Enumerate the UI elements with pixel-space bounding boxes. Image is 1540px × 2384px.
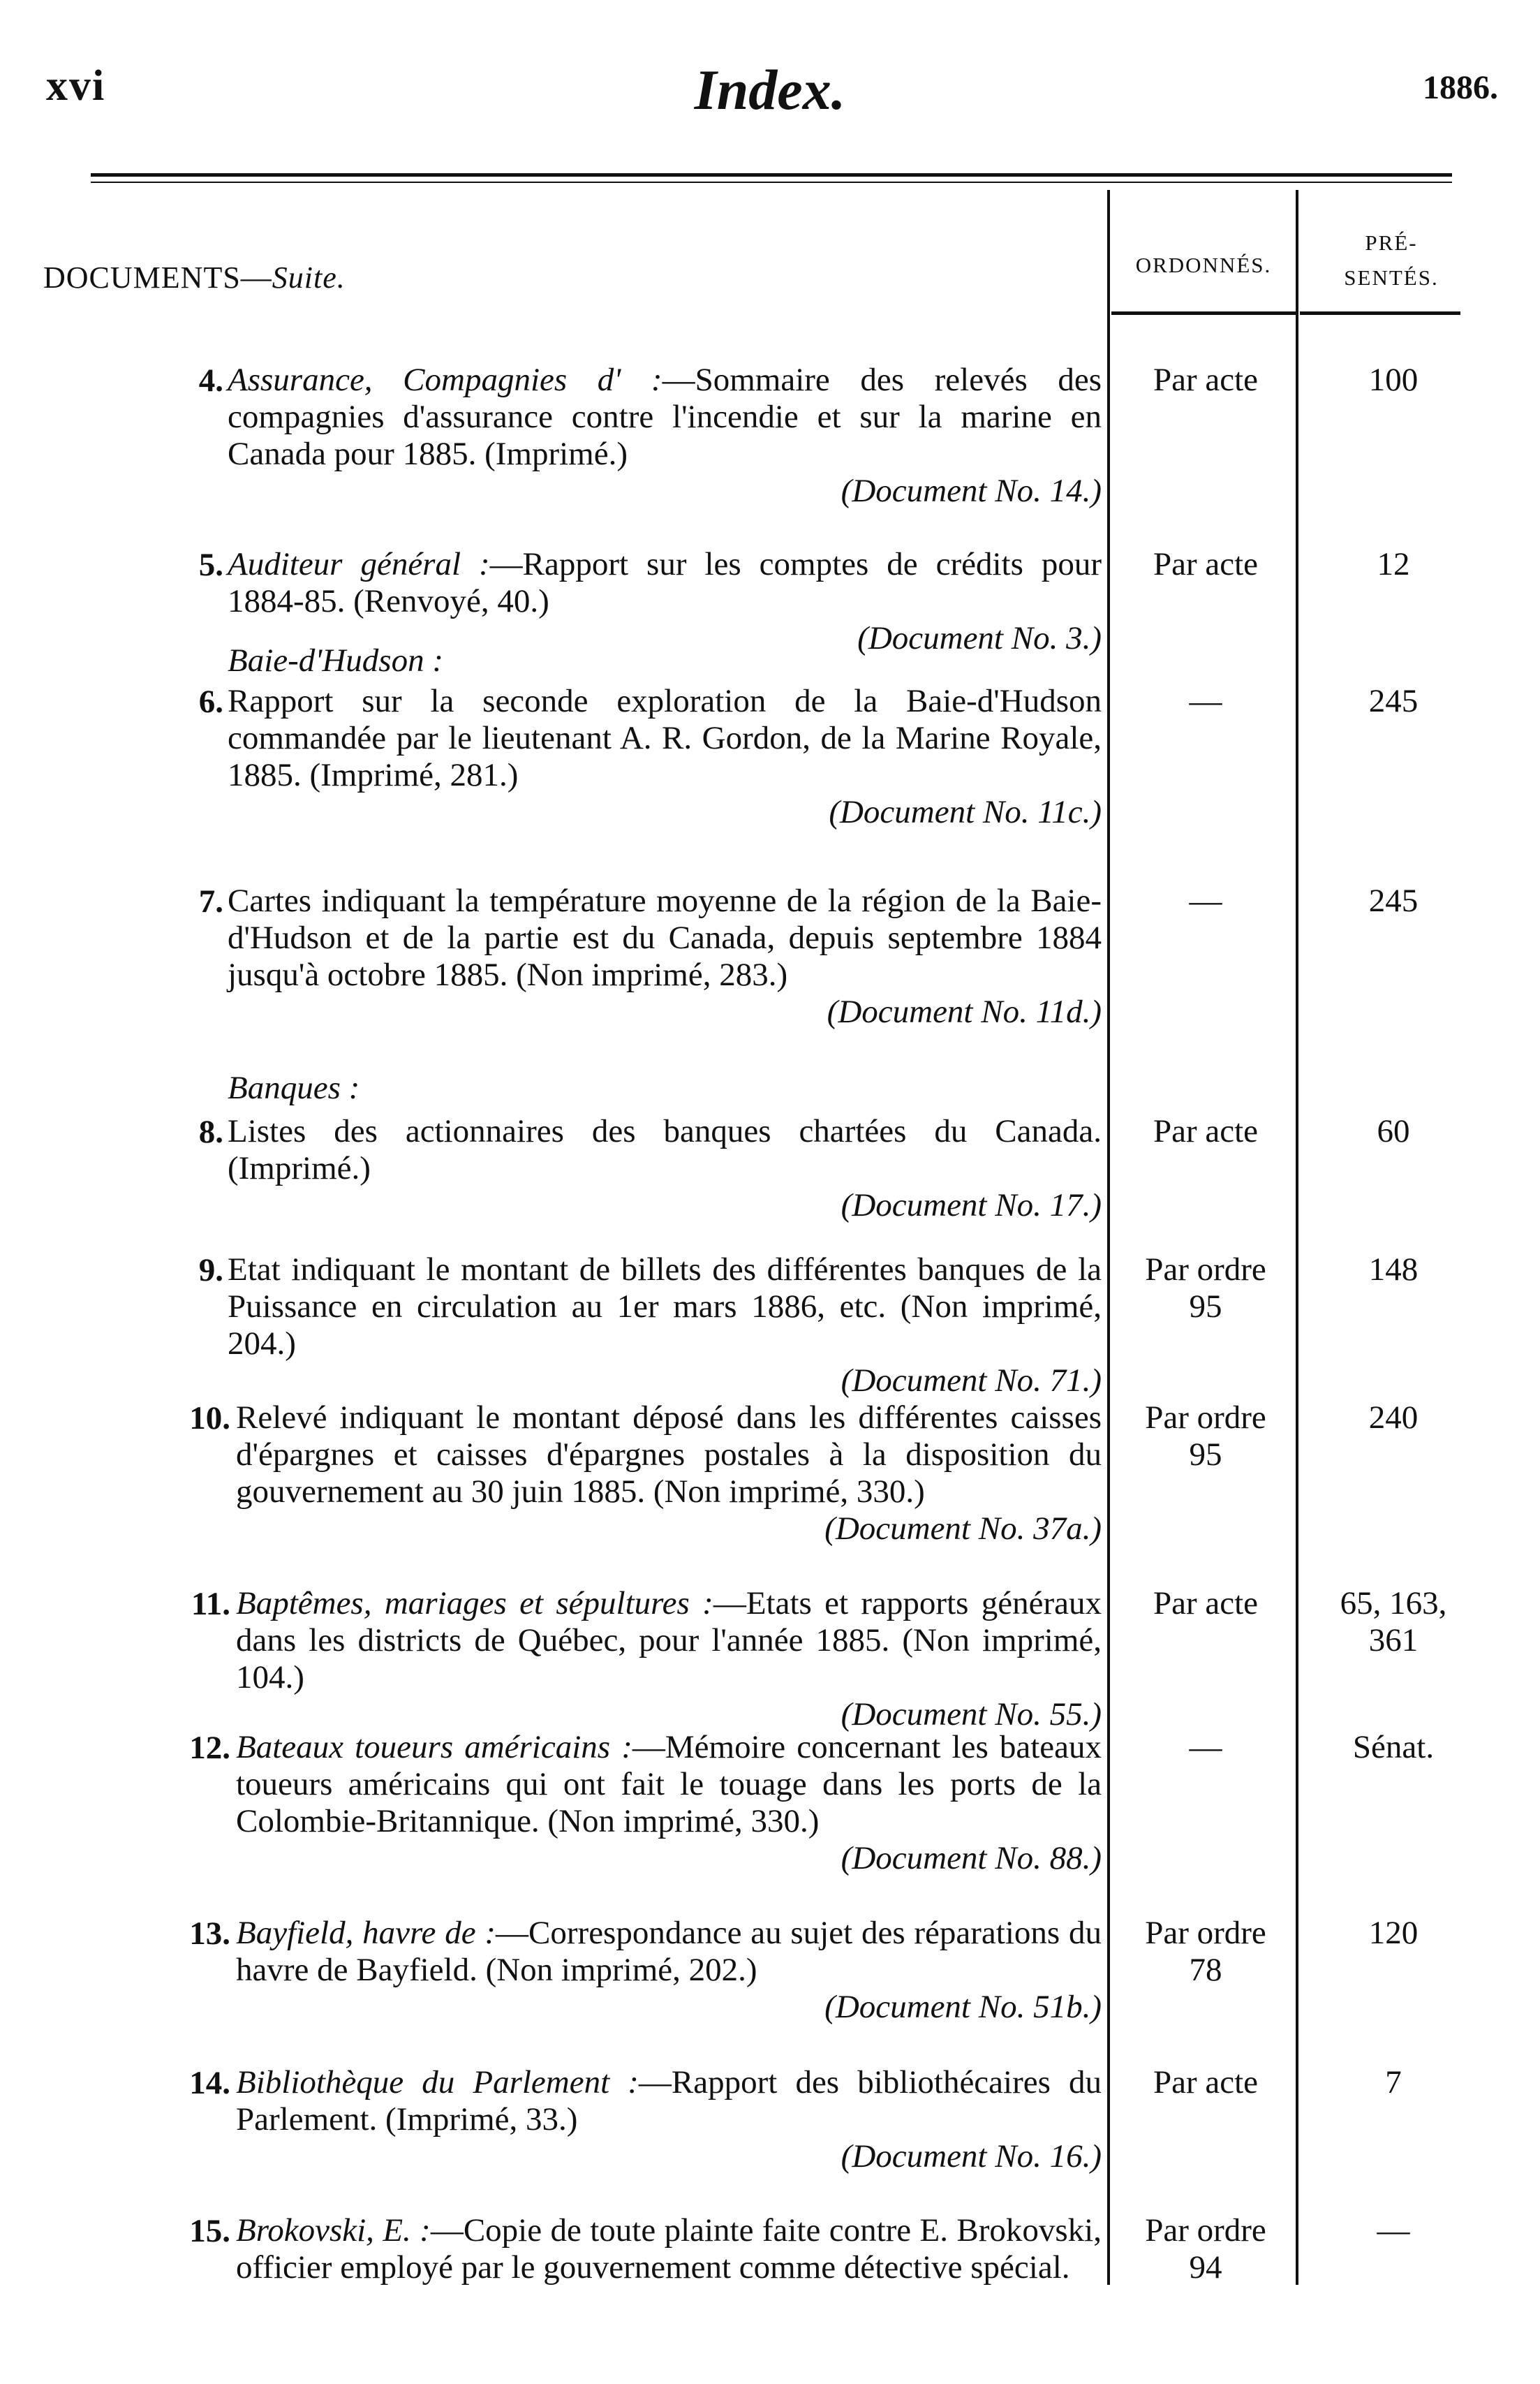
entry-subject: Bateaux toueurs américains : xyxy=(236,1729,632,1765)
entry-presentes: 65, 163, xyxy=(1340,1585,1447,1621)
column-head-presentes-1: PRÉ- xyxy=(1365,230,1418,255)
entry-subject: Assurance, Compagnies d' : xyxy=(228,362,662,398)
entry-text: —Copie de toute plainte faite contre E. Brokovski, officier employé par le gouvernement comme détective spécial. xyxy=(236,2212,1102,2286)
column-head-presentes-2: SENTÉS. xyxy=(1344,265,1439,290)
entry-document-ref: (Document No. 17.) xyxy=(841,1187,1102,1223)
entry-ordonnes: — xyxy=(1189,683,1222,719)
entry-presentes: 12 xyxy=(1377,546,1410,582)
entry-ordonnes: Par acte xyxy=(1153,362,1259,398)
section-heading: DOCUMENTS—Suite. xyxy=(43,260,346,295)
entry-presentes: 240 xyxy=(1368,1399,1419,1436)
entry-presentes: 245 xyxy=(1368,683,1419,719)
entry-ordonnes: Par acte xyxy=(1153,1113,1259,1149)
entry-description xyxy=(236,1399,1102,1547)
entry-ordonnes-number: 95 xyxy=(1189,1436,1222,1473)
entry-text: Relevé indiquant le montant déposé dans les différentes caisses d'épargnes et caisses d'épargnes postales à la disposition du gouvernement au 30 juin 1885. (Non imprimé, 330.) xyxy=(236,1399,1102,1510)
entry-text: —Correspondance au sujet des réparations du havre de Bayfield. (Non imprimé, 202.) xyxy=(236,1915,1102,1988)
entry-presentes: 120 xyxy=(1368,1915,1419,1951)
entry-description xyxy=(236,2064,1102,2175)
entry-description xyxy=(236,2212,1102,2286)
entry-presentes: 7 xyxy=(1385,2064,1402,2100)
entry-text: Cartes indiquant la température moyenne de la région de la Baie-d'Hudson et de la partie est du Canada, depuis septembre 1884 jusqu'à octobre 1885. (Non imprimé, 283.) xyxy=(228,883,1102,993)
entry-presentes: 148 xyxy=(1368,1251,1419,1288)
entry-number: 11. xyxy=(191,1586,230,1622)
entry-document-ref: (Document No. 3.) xyxy=(857,620,1102,656)
entry-description xyxy=(228,546,1102,657)
section-suffix: Suite. xyxy=(272,260,346,295)
entry-document-ref: (Document No. 11d.) xyxy=(827,994,1102,1030)
entry-ordonnes: Par ordre xyxy=(1145,2212,1266,2249)
page-number: xvi xyxy=(46,62,106,110)
entry-number: 4. xyxy=(198,362,223,399)
entry-document-ref: (Document No. 55.) xyxy=(841,1696,1102,1732)
entry-presentes: Sénat. xyxy=(1352,1729,1435,1765)
column-head-ordonnes: ORDONNÉS. xyxy=(1135,253,1272,277)
entry-number: 12. xyxy=(189,1730,230,1766)
entry-description xyxy=(228,1113,1102,1224)
entry-text: Listes des actionnaires des banques chartées du Canada. (Imprimé.) xyxy=(228,1113,1102,1186)
entry-ordonnes-number: 78 xyxy=(1189,1952,1222,1988)
entry-text: —Mémoire concernant les bateaux toueurs américains qui ont fait le touage dans les ports de la Colombie-Britannique. (Non imprimé, 330.) xyxy=(236,1729,1102,1839)
entry-number: 9. xyxy=(198,1252,223,1288)
entry-number: 13. xyxy=(189,1915,230,1952)
entry-number: 6. xyxy=(198,684,223,720)
entry-description xyxy=(236,1915,1102,2026)
column-head-rule-ordonnes xyxy=(1111,311,1296,315)
entry-document-ref: (Document No. 14.) xyxy=(841,473,1102,509)
entry-subject: Brokovski, E. : xyxy=(236,2212,431,2249)
entry-text: —Sommaire des relevés des compagnies d'assurance contre l'incendie et sur la marine en Canada pour 1885. (Imprimé.) xyxy=(228,362,1102,472)
entry-description xyxy=(236,1585,1102,1733)
group-heading: Baie-d'Hudson : xyxy=(228,642,443,679)
entry-description xyxy=(228,683,1102,831)
entry-ordonnes: Par acte xyxy=(1153,546,1259,582)
entry-document-ref: (Document No. 16.) xyxy=(841,2138,1102,2175)
entry-ordonnes: Par acte xyxy=(1153,1585,1259,1621)
entry-document-ref: (Document No. 51b.) xyxy=(824,1989,1102,2025)
entry-number: 8. xyxy=(198,1114,223,1150)
group-heading: Banques : xyxy=(228,1070,360,1106)
entry-description xyxy=(228,362,1102,510)
entry-subject: Bayfield, havre de : xyxy=(236,1915,496,1951)
entry-document-ref: (Document No. 37a.) xyxy=(824,1510,1102,1547)
header-rule-thick xyxy=(91,173,1452,177)
entry-document-ref: (Document No. 11c.) xyxy=(829,794,1102,830)
entry-presentes: 100 xyxy=(1368,362,1419,398)
entry-ordonnes: — xyxy=(1189,1729,1222,1765)
page-year: 1886. xyxy=(1423,69,1498,106)
entry-presentes: 245 xyxy=(1368,883,1419,919)
entry-number: 10. xyxy=(189,1400,230,1436)
section-name: DOCUMENTS xyxy=(43,260,241,295)
entry-ordonnes: Par acte xyxy=(1153,2064,1259,2100)
entry-ordonnes: — xyxy=(1189,883,1222,919)
column-head-rule-presentes xyxy=(1300,311,1460,315)
entry-document-ref: (Document No. 71.) xyxy=(841,1362,1102,1399)
entry-subject: Bibliothèque du Parlement : xyxy=(236,2064,639,2100)
entry-ordonnes: Par ordre xyxy=(1145,1251,1266,1288)
entry-description xyxy=(228,1251,1102,1399)
column-divider-left xyxy=(1107,190,1110,2285)
entry-presentes: 60 xyxy=(1377,1113,1410,1149)
entry-description xyxy=(236,1729,1102,1877)
page-title: Index. xyxy=(694,58,846,122)
entry-text: —Etats et rapports généraux dans les districts de Québec, pour l'année 1885. (Non imprimé, 104.) xyxy=(236,1585,1102,1695)
entry-number: 5. xyxy=(198,547,223,583)
entry-ordonnes-number: 95 xyxy=(1189,1288,1222,1325)
entry-text: —Rapport sur les comptes de crédits pour 1884-85. (Renvoyé, 40.) xyxy=(228,546,1102,619)
entry-number: 14. xyxy=(189,2065,230,2101)
entry-number: 15. xyxy=(189,2213,230,2249)
entry-description xyxy=(228,883,1102,1031)
entry-ordonnes: Par ordre xyxy=(1145,1399,1266,1436)
entry-number: 7. xyxy=(198,883,223,920)
entry-subject: Baptêmes, mariages et sépultures : xyxy=(236,1585,713,1621)
entry-presentes-continued: 361 xyxy=(1368,1622,1419,1658)
entry-ordonnes-number: 94 xyxy=(1189,2249,1222,2286)
entry-presentes: — xyxy=(1377,2212,1410,2249)
entry-ordonnes: Par ordre xyxy=(1145,1915,1266,1951)
entry-text: —Rapport des bibliothécaires du Parlement. (Imprimé, 33.) xyxy=(236,2064,1102,2137)
entry-document-ref: (Document No. 88.) xyxy=(841,1840,1102,1876)
entry-subject: Auditeur général : xyxy=(228,546,490,582)
entry-text: Rapport sur la seconde exploration de la Baie-d'Hudson commandée par le lieutenant A. R. Gordon, de la Marine Royale, 1885. (Imprimé, 281.) xyxy=(228,683,1102,793)
entry-text: Etat indiquant le montant de billets des différentes banques de la Puissance en circulation au 1er mars 1886, etc. (Non imprimé, 204.) xyxy=(228,1251,1102,1362)
header-rule-thin xyxy=(91,182,1452,183)
